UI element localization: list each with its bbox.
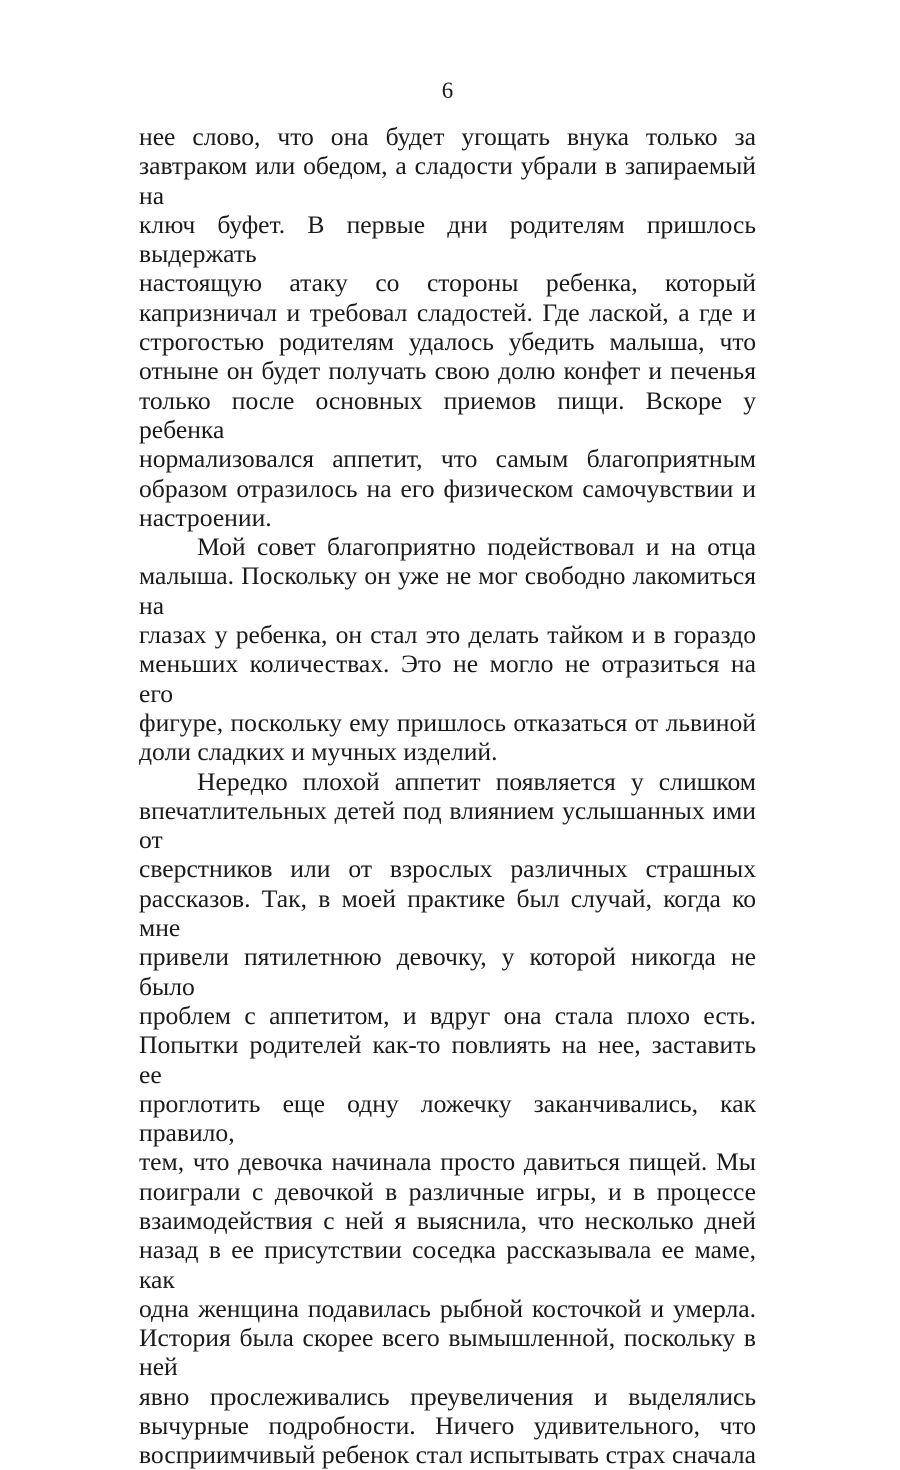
text-line: отныне он будет получать свою долю конфет и печенья: [139, 356, 756, 386]
text-line: строгостью родителям удалось убедить малыша, что: [139, 327, 756, 357]
text-line: настоящую атаку со стороны ребенка, который: [139, 268, 756, 298]
text-line: нормализовался аппетит, что самым благоприятным: [139, 444, 756, 474]
text-line: привели пятилетнюю девочку, у которой никогда не было: [139, 942, 756, 1001]
text-line: назад в ее присутствии соседка рассказывала ее маме, как: [139, 1235, 756, 1294]
text-line: История была скорее всего вымышленной, поскольку в ней: [139, 1323, 756, 1382]
paragraph-1: [139, 122, 756, 532]
text-line: проглотить еще одну ложечку заканчивались, как правило,: [139, 1088, 756, 1148]
text-line: взаимодействия с ней я выяснила, что несколько дней: [139, 1205, 756, 1235]
page-text: [139, 122, 756, 1470]
text-line: завтраком или обедом, а сладости убрали в запираемый на: [139, 151, 756, 210]
text-line: поиграли с девочкой в различные игры, и в процессе: [139, 1176, 756, 1206]
text-line: меньших количествах. Это не могло не отразиться на его: [139, 649, 756, 708]
text-line: Попытки родителей как-то повлиять на нее, заставить ее: [139, 1030, 756, 1089]
text-line: ключ буфет. В первые дни родителям пришлось выдержать: [139, 209, 756, 269]
text-line: доли сладких и мучных изделий.: [139, 737, 498, 767]
text-line: малыша. Поскольку он уже не мог свободно лакомиться на: [139, 561, 756, 620]
text-line: [139, 532, 756, 561]
text-line: впечатлительных детей под влиянием услышанных ими от: [139, 795, 756, 855]
text-line: глазах у ребенка, он стал это делать тайком и в гораздо: [139, 620, 756, 650]
text-line-content: Мой совет благоприятно подействовал и на отца: [197, 532, 756, 562]
text-line: тем, что девочка начинала просто давиться пищей. Мы: [139, 1147, 756, 1177]
text-line: капризничал и требовал сладостей. Где лаской, а где и: [139, 297, 756, 327]
text-line: проблем с аппетитом, и вдруг она стала плохо есть.: [139, 1000, 756, 1030]
text-line-content: Нередко плохой аппетит появляется у слишком: [197, 766, 756, 796]
text-line: только после основных приемов пищи. Вскоре у ребенка: [139, 385, 756, 444]
text-line: вычурные подробности. Ничего удивительного, что: [139, 1411, 756, 1441]
text-line: настроении.: [139, 502, 272, 532]
text-line: рассказов. Так, в моей практике был случай, когда ко мне: [139, 883, 756, 943]
text-line: фигуре, поскольку ему пришлось отказаться от львиной: [139, 707, 756, 737]
text-line: явно прослеживались преувеличения и выделялись: [139, 1381, 756, 1411]
book-page: [139, 78, 756, 1470]
text-line: нее слово, что она будет угощать внука только за: [139, 122, 756, 151]
paragraph-2: [139, 532, 756, 766]
text-line: образом отразилось на его физическом самочувствии и: [139, 473, 756, 503]
text-line: [139, 767, 756, 796]
text-line: одна женщина подавилась рыбной косточкой и умерла.: [139, 1293, 756, 1323]
page-number: 6: [441, 78, 454, 103]
text-line: восприимчивый ребенок стал испытывать страх сначала: [139, 1440, 756, 1470]
paragraph-3: [139, 767, 756, 1470]
text-line: сверстников или от взрослых различных страшных: [139, 854, 756, 884]
